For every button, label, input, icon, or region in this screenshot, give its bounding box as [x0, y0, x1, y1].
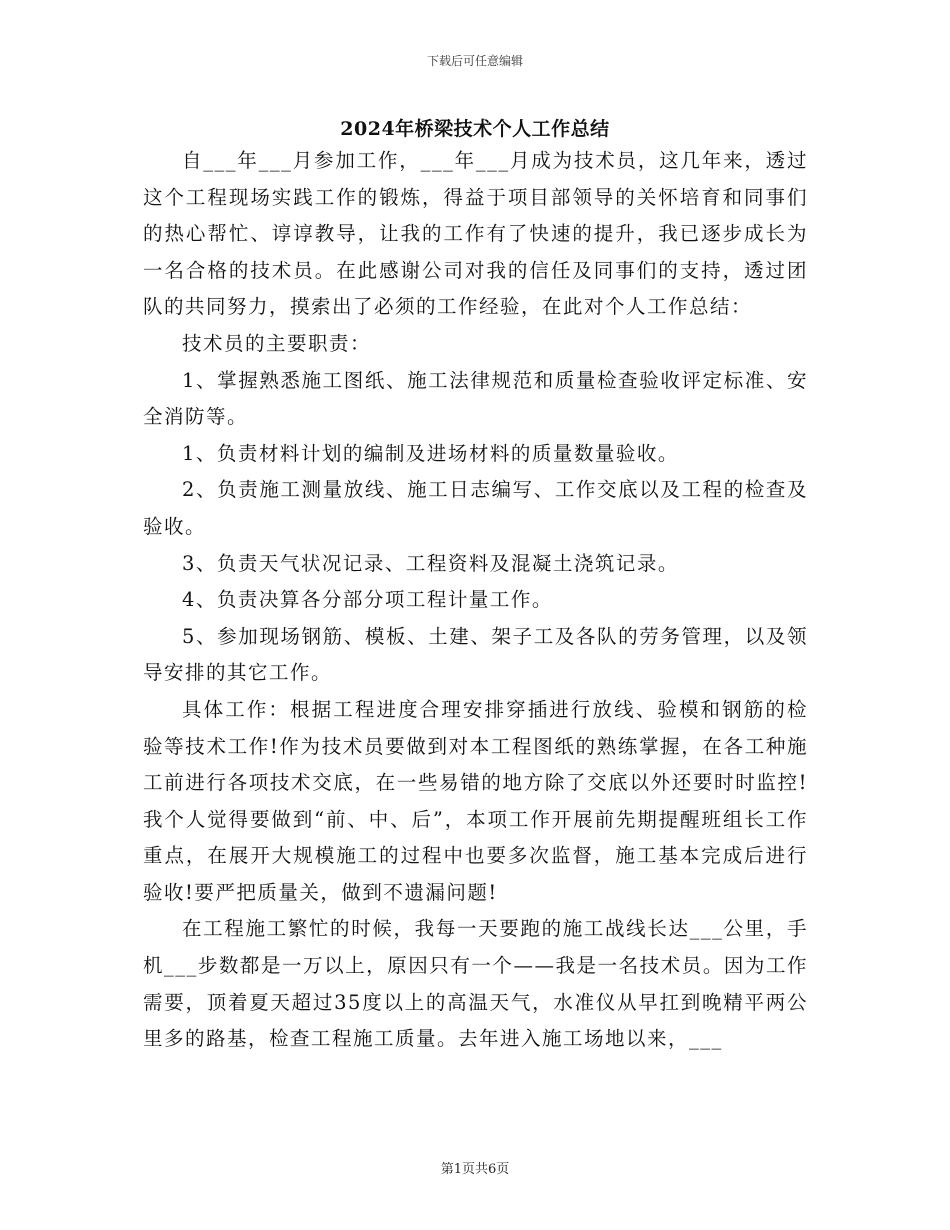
paragraph-duty-1b: 1、负责材料计划的编制及进场材料的质量数量验收。 — [182, 441, 679, 465]
paragraph-busy-period: 在工程施工繁忙的时候，我每一天要跑的施工战线长达___公里，手机___步数都是一万以上，原因只有一个——我是一名技术员。因为工作需要，顶着夏天超过35度以上的高温天气，水准仪从早扛到晚精平两公里多的路基，检查工程施工质量。去年进入施工场地以来，___ — [143, 917, 808, 1051]
header-note: 下载后可任意编辑 — [426, 54, 523, 68]
paragraph-duties-heading: 技术员的主要职责： — [182, 331, 372, 355]
paragraph-duty-3: 3、负责天气状况记录、工程资料及混凝土浇筑记录。 — [182, 551, 679, 575]
paragraph-duty-4: 4、负责决算各分部分项工程计量工作。 — [182, 588, 553, 612]
document-body — [143, 143, 808, 1058]
paragraph-duty-5: 5、参加现场钢筋、模板、土建、架子工及各队的劳务管理，以及领导安排的其它工作。 — [143, 624, 808, 685]
paragraph-specific-work: 具体工作：根据工程进度合理安排穿插进行放线、验模和钢筋的检验等技术工作!作为技术员要做到对本工程图纸的熟练掌握，在各工种施工前进行各项技术交底，在一些易错的地方除了交底以外还要时时监控!我个人觉得要做到“前、中、后”，本项工作开展前先期提醒班组长工作重点，在展开大规模施工的过程中也要多次监督，施工基本完成后进行验收!要严把质量关，做到不遗漏问题! — [143, 697, 808, 904]
page-number: 第1页共6页 — [440, 1162, 510, 1177]
paragraph-duty-1a: 1、掌握熟悉施工图纸、施工法律规范和质量检查验收评定标准、安全消防等。 — [143, 368, 808, 429]
document-title: 2024年桥梁技术个人工作总结 — [340, 118, 610, 140]
paragraph-intro: 自___年___月参加工作，___年___月成为技术员，这几年来，透过这个工程现场实践工作的锻炼，得益于项目部领导的关怀培育和同事们的热心帮忙、谆谆教导，让我的工作有了快速的提升，我已逐步成长为一名合格的技术员。在此感谢公司对我的信任及同事们的支持，透过团队的共同努力，摸索出了必须的工作经验，在此对个人工作总结： — [143, 149, 808, 319]
paragraph-duty-2: 2、负责施工测量放线、施工日志编写、工作交底以及工程的检查及验收。 — [143, 478, 808, 538]
